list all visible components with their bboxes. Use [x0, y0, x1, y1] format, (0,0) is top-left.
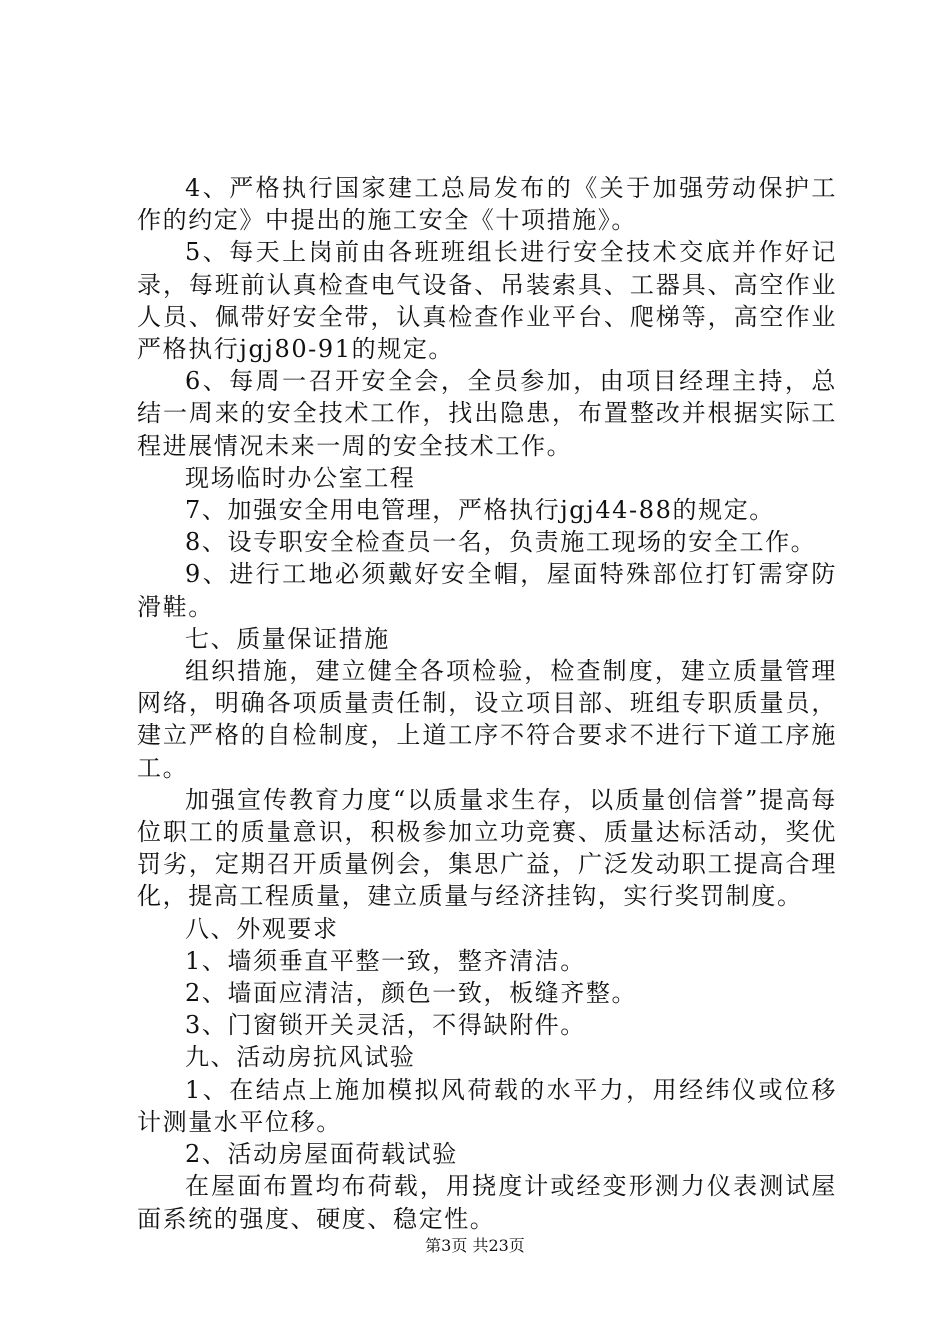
paragraph-item-4: 4、严格执行国家建工总局发布的《关于加强劳动保护工作的约定》中提出的施工安全《十项措施》。: [137, 174, 837, 235]
paragraph-roof-load-method: 在屋面布置均布荷载，用挠度计或经变形测力仪表测试屋面系统的强度、硬度、稳定性。: [137, 1172, 837, 1233]
paragraph-office-project: 现场临时办公室工程: [185, 463, 416, 492]
paragraph-item-8: 8、设专职安全检查员一名，负责施工现场的安全工作。: [185, 528, 817, 557]
paragraph-item-5: 5、每天上岗前由各班班组长进行安全技术交底并作好记录，每班前认真检查电气设备、吊装索具、工器具、高空作业人员、佩带好安全带，认真检查作业平台、爬梯等，高空作业严格执行jgj80-91的规定。: [137, 238, 837, 364]
section-heading-quality: 七、质量保证措施: [185, 624, 390, 653]
paragraph-item-6: 6、每周一召开安全会，全员参加，由项目经理主持，总结一周来的安全技术工作，找出隐患，布置整改并根据实际工程进展情况未来一周的安全技术工作。: [137, 367, 837, 460]
paragraph-appearance-1: 1、墙须垂直平整一致，整齐清洁。: [185, 946, 586, 975]
paragraph-roof-load-test: 2、活动房屋面荷载试验: [185, 1140, 458, 1169]
page-footer: 第3页 共23页: [425, 1236, 525, 1255]
document-body: [137, 172, 837, 1235]
paragraph-appearance-2: 2、墙面应清洁，颜色一致，板缝齐整。: [185, 979, 638, 1008]
section-heading-appearance: 八、外观要求: [185, 914, 339, 943]
paragraph-organization-measures: 组织措施，建立健全各项检验，检查制度，建立质量管理网络，明确各项质量责任制，设立项目部、班组专职质量员，建立严格的自检制度，上道工序不符合要求不进行下道工序施工。: [137, 657, 837, 782]
paragraph-item-9: 9、进行工地必须戴好安全帽，屋面特殊部位打钉需穿防滑鞋。: [137, 560, 837, 621]
paragraph-item-7: 7、加强安全用电管理，严格执行jgj44-88的规定。: [185, 496, 775, 525]
section-heading-wind-test: 九、活动房抗风试验: [185, 1043, 416, 1072]
paragraph-education: 加强宣传教育力度“以质量求生存，以质量创信誉”提高每位职工的质量意识，积极参加立功竞赛、质量达标活动，奖优罚劣，定期召开质量例会，集思广益，广泛发动职工提高合理化，提高工程质量，建立质量与经济挂钩，实行奖罚制度。: [137, 785, 837, 911]
paragraph-wind-test-1: 1、在结点上施加模拟风荷载的水平力，用经纬仪或位移计测量水平位移。: [137, 1075, 837, 1136]
paragraph-appearance-3: 3、门窗锁开关灵活，不得缺附件。: [185, 1011, 586, 1040]
